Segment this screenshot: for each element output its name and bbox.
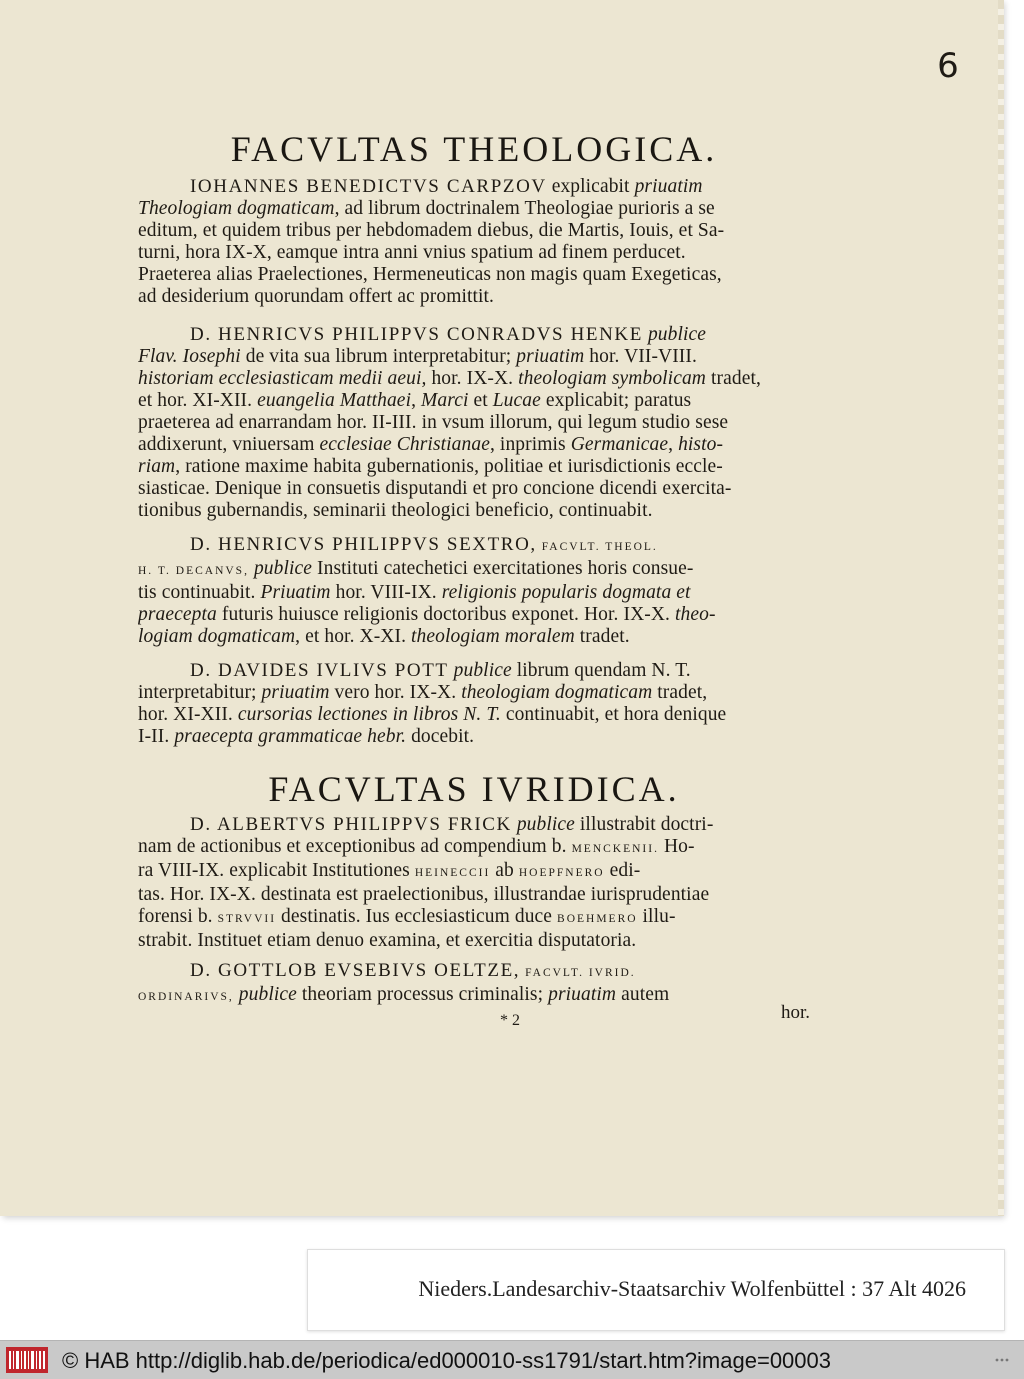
italic-run: logiam dogmaticam: [138, 626, 296, 647]
text-line: [138, 412, 810, 434]
small-caps-run: FACVLT. THEOL.: [541, 541, 658, 553]
text-line: [138, 242, 810, 264]
text-line: [138, 390, 810, 412]
signature-mark: * 2: [500, 1012, 520, 1029]
italic-run: euangelia Matthaei: [257, 390, 412, 411]
text-run: addixerunt, vniuersam: [138, 434, 320, 455]
entry-pott: [138, 660, 810, 748]
footer-copyright-url: © HAB http://diglib.hab.de/periodica/ed000010-ss1791/start.htm?image=00003: [62, 1348, 831, 1373]
small-caps-run: BOEHMERO: [557, 913, 638, 925]
italic-run: theologiam symbolicam: [518, 368, 706, 389]
text-run: strabit. Instituet etiam denuo examina, et exercitia disputatoria.: [138, 930, 637, 951]
text-run: hor. XI-XII.: [138, 704, 238, 725]
text-run: tas. Hor. IX-X. destinata est praelectionibus, illustrandae iurisprudentiae: [138, 884, 710, 905]
text-line: [138, 220, 810, 242]
text-line: [138, 500, 810, 522]
text-run: continuabit, et hora denique: [500, 704, 727, 725]
italic-run: religionis popularis dogmata et: [441, 582, 691, 603]
text-run: Instituti catechetici exercitationes horis consue-: [312, 558, 694, 579]
italic-run: histo-: [678, 434, 724, 455]
text-run: illustrabit doctri-: [574, 814, 714, 835]
text-run: tionibus gubernandis, seminarii theologici beneficio, continuabit.: [138, 500, 653, 521]
text-run: futuris huiusce religionis doctoribus exponet. Hor. IX-X.: [216, 604, 675, 625]
text-line: [138, 346, 810, 368]
text-run: ad desiderium quorundam offert ac promittit.: [138, 286, 495, 307]
text-run: editum, et quidem tribus per hebdomadem diebus, die Martis, Iouis, et Sa-: [138, 220, 725, 241]
italic-run: publice: [238, 984, 297, 1005]
text-run: de vita sua librum interpretabitur;: [240, 346, 517, 367]
small-caps-run: H. T. DECANVS,: [138, 565, 249, 577]
text-run: , inprimis: [489, 434, 571, 455]
archive-label: [307, 1249, 1005, 1331]
text-line: [138, 626, 810, 648]
italic-run: Lucae: [492, 390, 541, 411]
page-deckle-edge: [998, 0, 1004, 1216]
text-run: theoriam processus criminalis;: [296, 984, 549, 1005]
entry-oeltze: [138, 960, 810, 1008]
italic-run: cursorias lectiones in libros N. T.: [237, 704, 501, 725]
page-number: 6: [937, 46, 959, 86]
italic-run: priuatim: [516, 346, 585, 367]
text-run: hor. IX-X.: [426, 368, 519, 389]
italic-run: priuatim: [634, 176, 703, 197]
text-line: [138, 534, 810, 558]
professor-name: D. HENRICVS PHILIPPVS CONRADVS HENKE: [190, 324, 643, 345]
italic-run: theo-: [675, 604, 716, 625]
text-line: [138, 198, 810, 220]
text-run: I-II.: [138, 726, 175, 747]
italic-run: Marci: [421, 390, 469, 411]
text-run: vero hor. IX-X.: [329, 682, 462, 703]
text-line: [138, 960, 810, 984]
text-run: tradet,: [652, 682, 708, 703]
professor-name: IOHANNES BENEDICTVS CARPZOV: [190, 176, 547, 197]
italic-run: Germanicae: [570, 434, 669, 455]
text-run: explicabit; paratus: [540, 390, 692, 411]
catchword: hor.: [780, 1002, 810, 1023]
text-line: [138, 368, 810, 390]
text-run: hor. VIII-IX.: [330, 582, 442, 603]
italic-run: Priuatim: [260, 582, 331, 603]
italic-run: Theologiam dogmaticam: [138, 198, 335, 219]
entry-frick: [138, 814, 810, 952]
professor-name: D. DAVIDES IVLIVS POTT: [190, 660, 449, 681]
text-line: [138, 682, 810, 704]
text-run: forensi b.: [138, 906, 218, 927]
text-line: [138, 906, 810, 930]
text-line: [138, 176, 810, 198]
text-line: [138, 660, 810, 682]
text-line: [138, 836, 810, 860]
text-run: tis continuabit.: [138, 582, 261, 603]
archive-label-text: Nieders.Landesarchiv-Staatsarchiv Wolfenbüttel : 37 Alt 4026: [418, 1276, 966, 1301]
small-caps-run: ORDINARIVS,: [138, 991, 234, 1003]
text-line: [138, 726, 810, 748]
small-caps-run: FACVLT. IVRID.: [525, 967, 636, 979]
text-line: [138, 604, 810, 626]
text-line: [138, 286, 810, 308]
text-run: illu-: [637, 906, 676, 927]
text-run: Ho-: [658, 836, 695, 857]
italic-run: theologiam dogmaticam: [461, 682, 653, 703]
small-caps-run: STRVVII: [217, 913, 277, 925]
text-run: tradet,: [706, 368, 761, 389]
italic-run: priuatim: [261, 682, 330, 703]
text-run: edi-: [604, 860, 641, 881]
text-line: [138, 434, 810, 456]
text-run: docebit.: [406, 726, 475, 747]
text-run: ab: [490, 860, 519, 881]
text-run: ,: [411, 390, 422, 411]
text-run: destinatis. Ius ecclesiasticum duce: [276, 906, 558, 927]
text-run: et hor. XI-XII.: [138, 390, 258, 411]
italic-run: theologiam moralem: [411, 626, 575, 647]
professor-name: D. ALBERTVS PHILIPPVS FRICK: [190, 814, 512, 835]
text-line: [138, 558, 810, 582]
text-line: [138, 582, 810, 604]
italic-run: publice: [253, 558, 313, 579]
text-line: [138, 860, 810, 884]
italic-run: praecepta grammaticae hebr.: [174, 726, 407, 747]
small-caps-run: MENCKENII.: [571, 843, 659, 855]
text-run: librum quendam N. T.: [511, 660, 691, 681]
text-run: ra VIII-IX. explicabit Institutiones: [138, 860, 415, 881]
text-line: [138, 478, 810, 500]
italic-run: praecepta: [138, 604, 217, 625]
text-line: [138, 456, 810, 478]
small-caps-run: HEINECCII: [414, 867, 491, 879]
text-line: [138, 264, 810, 286]
footer-bar: [0, 1340, 1024, 1379]
text-run: ,: [668, 434, 679, 455]
italic-run: riam: [138, 456, 176, 477]
heading-facultas-theologica: FACVLTAS THEOLOGICA.: [230, 129, 718, 169]
text-run: siasticae. Denique in consuetis disputandi et pro concione dicendi exercita-: [138, 478, 732, 499]
text-line: [138, 984, 810, 1008]
italic-run: priuatim: [548, 984, 617, 1005]
text-run: hor. VII-VIII.: [584, 346, 697, 367]
text-run: interpretabitur;: [138, 682, 262, 703]
italic-run: historiam ecclesiasticam medii aeui,: [138, 368, 427, 389]
text-run: Praeterea alias Praelectiones, Hermeneuticas non magis quam Exegeticas,: [138, 264, 722, 285]
text-line: [138, 814, 810, 836]
text-line: [138, 704, 810, 726]
more-dots-icon: [994, 1356, 1010, 1364]
italic-run: publice: [647, 324, 707, 345]
italic-run: publice: [516, 814, 575, 835]
text-run: , ad librum doctrinalem Theologiae purioris a se: [334, 198, 715, 219]
text-run: turni, hora IX-X, eamque intra anni vnius spatium ad finem perducet.: [138, 242, 686, 263]
italic-run: publice: [453, 660, 512, 681]
text-run: nam de actionibus et exceptionibus ad compendium b.: [138, 836, 572, 857]
text-run: , ratione maxime habita gubernationis, politiae et iurisdictionis eccle-: [175, 456, 723, 477]
small-caps-run: HOEPFNERO: [518, 867, 605, 879]
text-run: , et hor. X-XI.: [295, 626, 412, 647]
text-line: [138, 324, 810, 346]
text-run: tradet.: [574, 626, 630, 647]
text-line: [138, 884, 810, 906]
heading-facultas-iuridica: FACVLTAS IVRIDICA.: [268, 769, 680, 809]
text-run: autem: [616, 984, 670, 1005]
entry-henke: [138, 324, 810, 522]
entry-sextro: [138, 534, 810, 648]
text-run: explicabit: [546, 176, 635, 197]
text-line: [138, 930, 810, 952]
italic-run: ecclesiae Christianae: [319, 434, 490, 455]
italic-run: Flav. Iosephi: [138, 346, 241, 367]
text-run: praeterea ad enarrandam hor. II-III. in vsum illorum, qui legum studio sese: [138, 412, 729, 433]
text-run: et: [468, 390, 493, 411]
professor-name: D. HENRICVS PHILIPPVS SEXTRO,: [190, 534, 537, 555]
barcode-icon: [6, 1347, 48, 1373]
entry-carpzov: [138, 176, 810, 308]
professor-name: D. GOTTLOB EVSEBIVS OELTZE,: [190, 960, 521, 981]
